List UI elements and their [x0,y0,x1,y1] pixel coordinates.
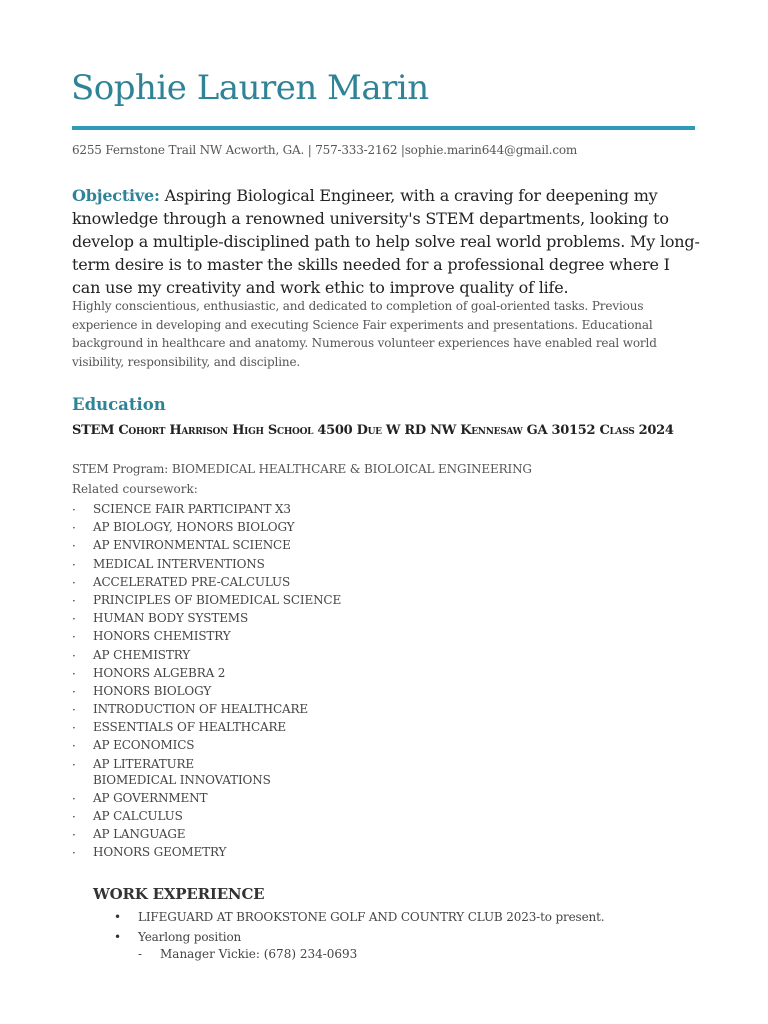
bullet: · [72,684,76,699]
bullet: · [72,593,76,608]
contact-line: 6255 Fernstone Trail NW Acworth, GA. | 757-333-2162 |sophie.marin644@gmail.com [72,143,578,157]
school-line: STEM Cohort Harrison High School 4500 Due W RD NW Kennesaw GA 30152 Class 2024 [72,423,674,438]
list-item [112,927,604,947]
work-sub-list [138,945,357,963]
course-name: AP ENVIRONMENTAL SCIENCE [93,538,291,553]
course-name: ACCELERATED PRE-CALCULUS [93,574,291,589]
course-name: AP ECONOMICS [93,738,195,753]
header-divider [72,126,695,130]
list-item [112,907,604,927]
course-name-group [93,756,271,789]
course-name: AP CHEMISTRY [93,647,191,662]
list-item [72,737,472,755]
reference-contact: Manager Vickie: (678) 234-0693 [160,947,358,961]
course-name: BIOMEDICAL INNOVATIONS [93,773,271,788]
list-item [72,574,472,592]
bullet: · [72,648,76,663]
objective-text: Aspiring Biological Engineer, with a craving for deepening my knowledge through a renowned university's STEM departments, looking to develop a multiple-disciplined path to help solve real world problems. My long-term desire is to master the skills needed for a professional degree where I can use my creativity and work ethic to improve quality of life. [72,186,700,297]
bullet: · [72,828,76,842]
bullet: · [72,612,76,627]
list-item [138,945,357,963]
course-name: HONORS ALGEBRA 2 [93,665,226,680]
list-item [72,844,472,862]
course-name: HUMAN BODY SYSTEMS [93,611,249,626]
job-title: LIFEGUARD AT BROOKSTONE GOLF AND COUNTRY CLUB 2023-to present. [138,910,605,924]
bullet: · [72,846,76,861]
list-item [72,701,472,719]
bullet: · [72,809,76,824]
course-name: AP BIOLOGY, HONORS BIOLOGY [93,520,295,535]
list-item [72,808,472,826]
program-line: STEM Program: BIOMEDICAL HEALTHCARE & BIOLOICAL ENGINEERING [72,462,532,476]
related-coursework-label: Related coursework: [72,482,198,496]
bullet: · [72,575,76,590]
list-item [72,556,472,574]
dash-bullet: - [138,947,143,961]
list-item [72,683,472,701]
objective-paragraph [72,184,702,299]
work-experience-list [112,907,604,947]
list-item [72,665,472,683]
candidate-name: Sophie Lauren Marin [71,68,429,108]
bullet: · [72,757,76,772]
course-name: AP GOVERNMENT [93,790,208,805]
bullet: · [72,739,76,754]
course-name: HONORS GEOMETRY [93,845,227,860]
course-name: ESSENTIALS OF HEALTHCARE [93,720,287,735]
coursework-list [72,501,472,862]
list-item [72,537,472,555]
course-name: SCIENCE FAIR PARTICIPANT X3 [93,502,291,516]
course-name: AP LITERATURE [93,756,195,771]
bullet: • [114,910,121,924]
course-name: HONORS BIOLOGY [93,683,212,698]
work-experience-heading: WORK EXPERIENCE [93,885,265,903]
list-item [72,647,472,665]
bullet: · [72,703,76,718]
course-name: AP LANGUAGE [93,827,186,841]
list-item [72,719,472,737]
bullet: · [72,721,76,736]
bullet: · [72,630,76,645]
bullet: · [72,791,76,806]
summary-paragraph: Highly conscientious, enthusiastic, and dedicated to completion of goal-oriented tasks. Previous experience in developing and executing Science Fair experiments and presentations. Educational background in healthcare and anatomy. Numerous volunteer experiences have enabled real world visibility, responsibility, and discipline. [72,299,657,370]
list-item [72,501,472,519]
bullet: · [72,503,76,517]
bullet: · [72,666,76,681]
list-item [72,519,472,537]
education-heading: Education [72,395,166,414]
job-detail: Yearlong position [138,930,242,944]
bullet: · [72,557,76,572]
bullet: • [114,930,121,944]
bullet: · [72,539,76,554]
list-item [72,790,472,808]
objective-label: Objective: [72,186,160,205]
bullet: · [72,521,76,536]
list-item [72,628,472,646]
list-item [72,592,472,610]
list-item [72,826,472,844]
course-name: HONORS CHEMISTRY [93,629,231,644]
list-item [72,610,472,628]
course-name: INTRODUCTION OF HEALTHCARE [93,702,309,717]
course-name: PRINCIPLES OF BIOMEDICAL SCIENCE [93,592,342,607]
list-item [72,756,472,790]
course-name: MEDICAL INTERVENTIONS [93,556,265,571]
course-name: AP CALCULUS [93,808,183,823]
